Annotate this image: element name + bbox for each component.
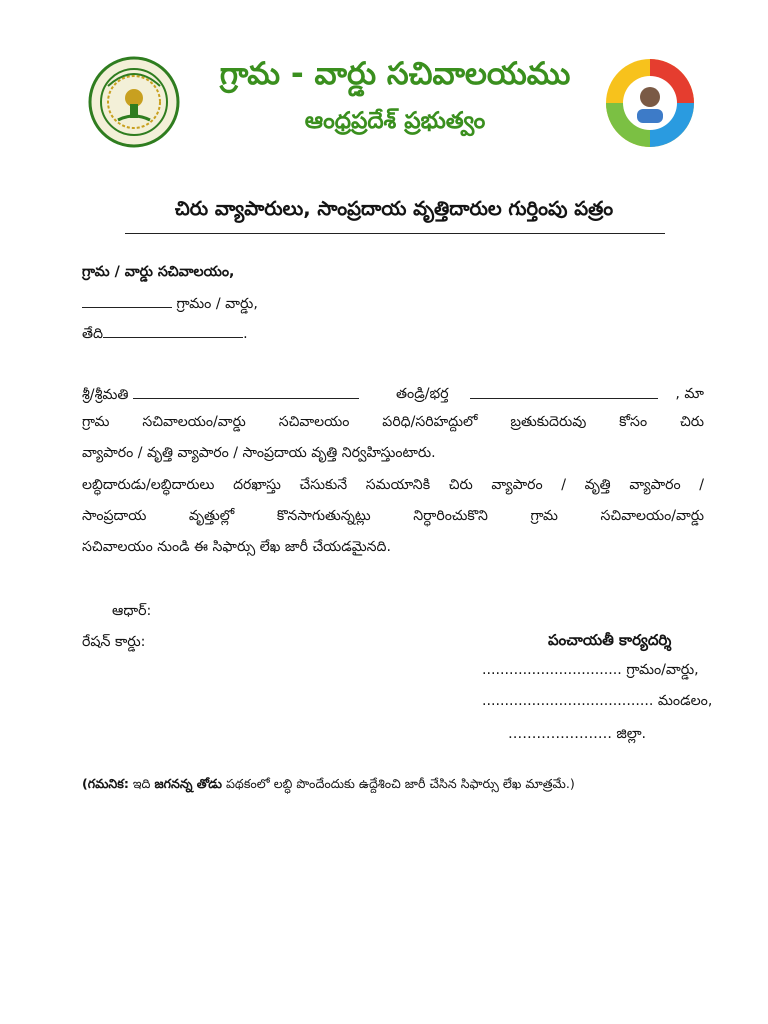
district-line: …………………. జిల్లా. <box>508 726 647 742</box>
ap-government-emblem-icon <box>88 56 180 148</box>
address-line-1: గ్రామ / వార్డు సచివాలయం, <box>82 264 235 280</box>
village-line: ............................... గ్రామం/వార్డు, <box>482 662 699 678</box>
paragraph1-line1 <box>82 384 359 405</box>
name-label: శ్రీ/శ్రీమతి <box>82 387 129 403</box>
village-blank <box>82 293 172 308</box>
note <box>82 776 575 795</box>
date-label: తేది <box>82 326 104 342</box>
paragraph2-line3: సచివాలయం నుండి ఈ సిఫార్సు లేఖ జారీ చేయడమైనది. <box>82 539 391 555</box>
navaratnalu-logo-icon <box>604 57 696 149</box>
father-field <box>396 384 449 404</box>
paragraph2-line2: సాంప్రదాయ వృత్తుల్లో కొనసాగుతున్నట్లు నిర్ధారించుకొని గ్రామ సచివాలయం/వార్డు <box>82 508 704 524</box>
father-label: తండ్రి/భర్త <box>396 386 449 402</box>
note-prefix: (గమనిక: <box>82 776 129 791</box>
header-title: గ్రామ - వార్డు సచివాలయము <box>219 56 571 92</box>
address-line-2-suffix: గ్రామం / వార్డు, <box>176 296 258 312</box>
paragraph1-line2: గ్రామ సచివాలయం/వార్డు సచివాలయం పరిధి/సరిహద్దులో బ్రతుకుదెరువు కోసం చిరు <box>82 414 704 430</box>
paragraph1-line3: వ్యాపారం / వృత్తి వ్యాపారం / సాంప్రదాయ వృత్తి నిర్వహిస్తుంటారు. <box>82 445 436 461</box>
header-subtitle: ఆంధ్రప్రదేశ్ ప్రభుత్వం <box>304 108 486 134</box>
date-line <box>82 323 248 344</box>
signatory-title: పంచాయతీ కార్యదర్శి <box>548 631 672 649</box>
address-line-2 <box>82 293 258 314</box>
note-text-1: ఇది <box>128 776 155 791</box>
paragraph2-line1: లబ్ధిదారుడు/లబ్ధిదారులు దరఖాస్తు చేసుకునే సమయానికి చిరు వ్యాపారం / వృత్తి వ్యాపారం / <box>82 477 704 493</box>
name-blank <box>133 384 359 399</box>
title-underline <box>125 233 665 234</box>
father-blank-wrap <box>470 384 658 405</box>
date-end: . <box>243 326 248 342</box>
ration-card-label: రేషన్ కార్డు: <box>82 634 146 650</box>
father-blank <box>470 384 658 399</box>
ma-text: , మా <box>675 386 704 402</box>
paragraph1-body <box>82 407 704 469</box>
aadhar-label: ఆధార్: <box>112 603 152 619</box>
document-title: చిరు వ్యాపారులు, సాంప్రదాయ వృత్తిదారుల గుర్తింపు పత్రం <box>174 197 614 220</box>
paragraph2-body <box>82 470 704 563</box>
date-blank <box>103 323 243 338</box>
mandal-line: ...................................... మండలం, <box>482 693 713 709</box>
note-text-2: పథకంలో లబ్ధి పొందేందుకు ఉద్దేశించి జారీ చేసిన సిఫార్సు లేఖ మాత్రమే.) <box>221 776 575 791</box>
note-scheme-name: జగనన్న తోడు <box>154 776 222 791</box>
